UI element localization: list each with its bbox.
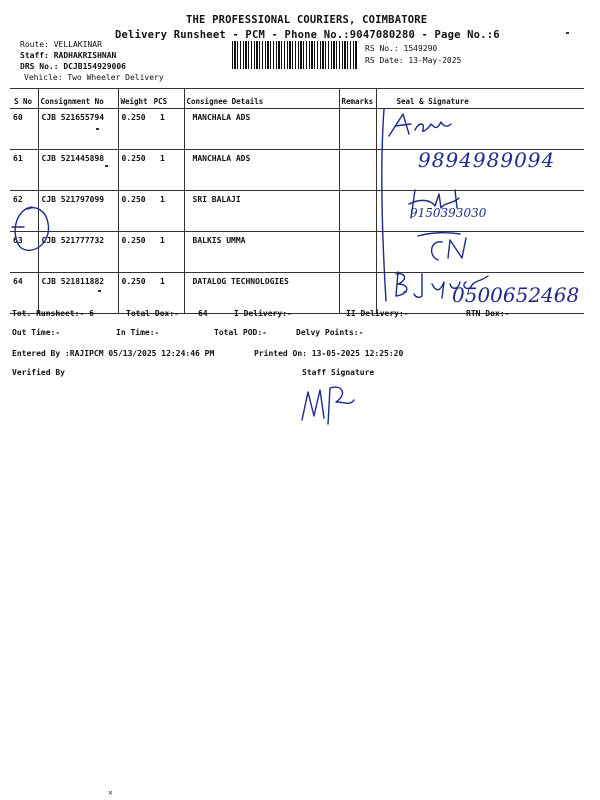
in-time: In Time:- <box>116 328 160 337</box>
handwritten-phone-row-62: 9150393030 <box>410 206 487 220</box>
rs-number: RS No.: 1549290 <box>365 44 438 53</box>
total-dox-label: Total Dox:- <box>126 309 179 318</box>
row-sno: 62 <box>13 195 23 204</box>
col-consignee: Consignee Details <box>184 89 339 109</box>
row-sno: 63 <box>13 236 23 245</box>
out-time: Out Time:- <box>12 328 61 337</box>
row-consignee: SRI BALAJI <box>192 195 241 204</box>
print-speck <box>96 128 99 130</box>
tot-runsheet: Tot. Runsheet:- 6 <box>12 309 94 318</box>
total-dox-value: 64 <box>198 309 208 318</box>
col-weight-pcs: Weight PCS <box>118 89 184 109</box>
staff-signature-mark <box>298 380 358 428</box>
staff-label: Staff: RADHAKRISHNAN <box>20 51 117 60</box>
row-weight-pcs: 0.250 1 <box>121 113 165 122</box>
row-consignee: DATALOG TECHNOLOGIES <box>192 277 289 286</box>
col-seal-signature: Seal & Signature <box>376 89 584 109</box>
barcode-image <box>232 41 358 69</box>
rtn-dox: RTN Dox:- <box>466 309 510 318</box>
row-sno: 61 <box>13 154 23 163</box>
col-remarks: Remarks <box>339 89 376 109</box>
print-speck <box>105 165 108 167</box>
col-consignment: Consignment No <box>38 89 118 109</box>
i-delivery: I Delivery:- <box>234 309 292 318</box>
total-pod: Total POD:- <box>214 328 267 337</box>
row-weight-pcs: 0.250 1 <box>121 236 165 245</box>
scan-artifact <box>566 32 569 34</box>
ii-delivery: II Delivery:- <box>346 309 409 318</box>
verified-by: Verified By <box>12 368 65 377</box>
col-sno: S No <box>10 89 38 109</box>
row-consignment: CJB 521777732 <box>41 236 105 245</box>
staff-signature-label: Staff Signature <box>302 368 375 377</box>
row-consignment: CJB 521655794 <box>41 113 105 122</box>
row-consignee: BALKIS UMMA <box>192 236 246 245</box>
drs-number: DRS No.: DCJB154929006 <box>20 62 126 71</box>
print-speck <box>98 290 101 292</box>
row-weight-pcs: 0.250 1 <box>121 195 165 204</box>
scan-artifact: ✕ <box>108 788 113 797</box>
handwritten-phone-row-61: 9894989094 <box>418 148 556 172</box>
row-sno: 64 <box>13 277 23 286</box>
vehicle-label: Vehicle: Two Wheeler Delivery <box>24 73 164 82</box>
signature-row-60 <box>385 108 465 140</box>
row-consignment: CJB 521797099 <box>41 195 105 204</box>
entered-by: Entered By :RAJIPCM 05/13/2025 12:24:46 PM <box>12 349 215 358</box>
row-sno: 60 <box>13 113 23 122</box>
company-title: THE PROFESSIONAL COURIERS, COIMBATORE <box>186 14 428 26</box>
route-label: Route: VELLAKINAR <box>20 40 102 49</box>
row-weight-pcs: 0.250 1 <box>121 154 165 163</box>
printed-on: Printed On: 13-05-2025 12:25:20 <box>254 349 404 358</box>
row-weight-pcs: 0.250 1 <box>121 277 165 286</box>
runsheet-title: Delivery Runsheet - PCM - Phone No.:9047080280 - Page No.:6 <box>115 29 500 41</box>
signature-row-63 <box>412 226 492 264</box>
circle-mark-row-63 <box>8 203 54 255</box>
handwritten-phone-row-64: 0500652468 <box>452 283 580 307</box>
row-consignee: MANCHALA ADS <box>192 154 251 163</box>
rs-date: RS Date: 13-May-2025 <box>365 56 462 65</box>
table-row <box>10 191 584 232</box>
row-consignment: CJB 521811882 <box>41 277 105 286</box>
row-consignee: MANCHALA ADS <box>192 113 251 122</box>
row-consignment: CJB 521445898 <box>41 154 105 163</box>
delvy-points: Delvy Points:- <box>296 328 364 337</box>
signature-margin-line <box>378 105 390 305</box>
